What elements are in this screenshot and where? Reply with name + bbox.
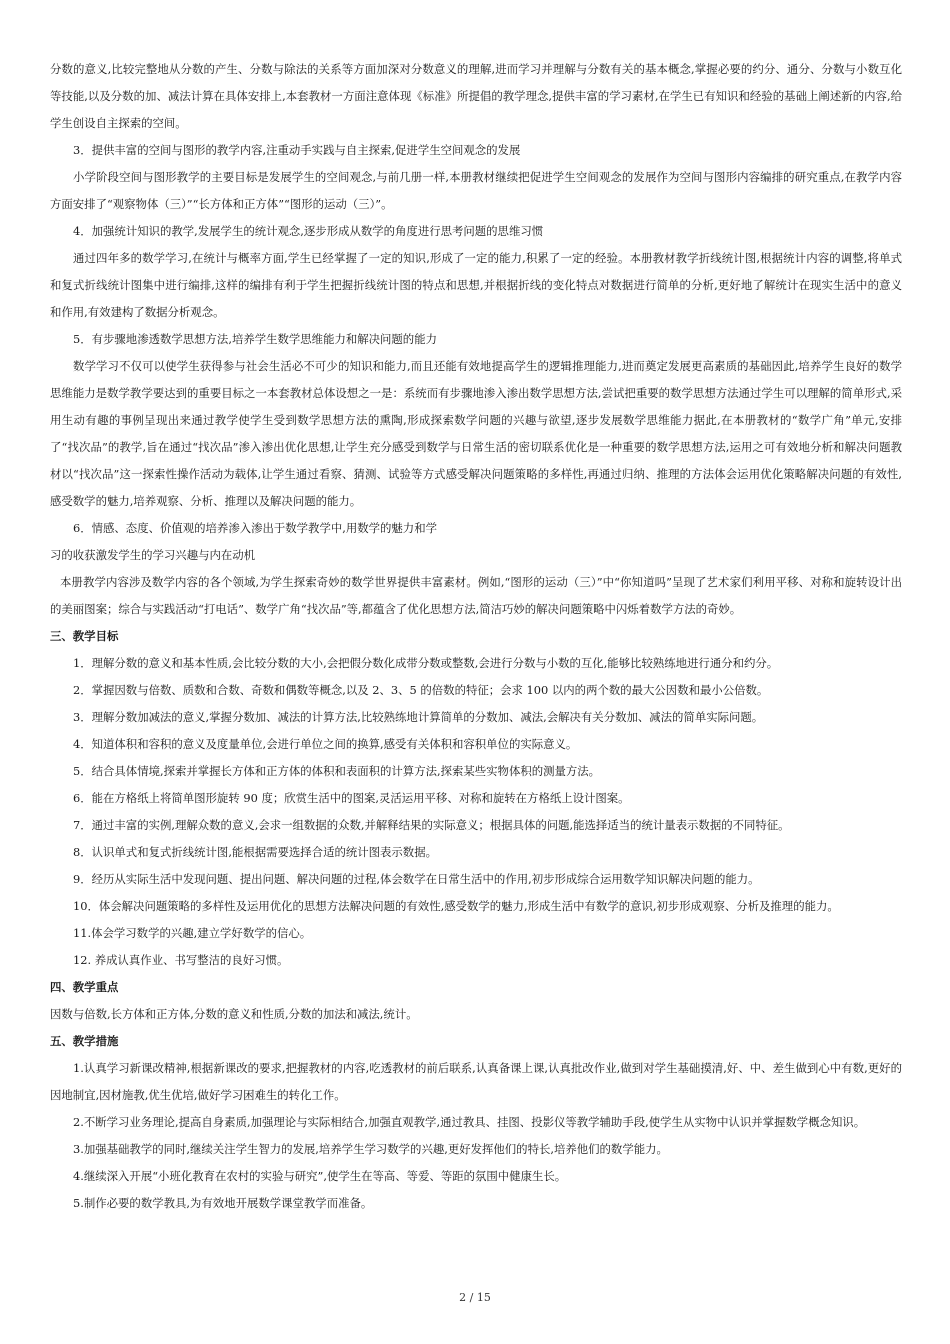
paragraph: 9．经历从实际生活中发现问题、提出问题、解决问题的过程,体会数学在日常生活中的作用,初步形成综合运用数学知识解决问题的能力。 — [73, 872, 760, 886]
paragraph: 5．有步骤地渗透数学思想方法,培养学生数学思维能力和解决问题的能力 — [73, 332, 437, 346]
paragraph: 小学阶段空间与图形教学的主要目标是发展学生的空间观念,与前几册一样,本册教材继续把促进学生空间观念的发展作为空间与图形内容编排的研究重点,在教学内容方面安排了“观察物体（三）”“长方体和正方体”“图形的运动（三）”。 — [50, 170, 902, 211]
paragraph: 6．能在方格纸上将简单图形旋转 90 度；欣赏生活中的图案,灵活运用平移、对称和旋转在方格纸上设计图案。 — [73, 791, 630, 805]
paragraph: 1.认真学习新课改精神,根据新课改的要求,把握教材的内容,吃透教材的前后联系,认真备课上课,认真批改作业,做到对学生基础摸清,好、中、差生做到心中有数,更好的因地制宜,因材施教,优生优培,做好学习困难生的转化工作。 — [50, 1061, 902, 1102]
paragraph: 1．理解分数的意义和基本性质,会比较分数的大小,会把假分数化成带分数或整数,会进行分数与小数的互化,能够比较熟练地进行通分和约分。 — [73, 656, 779, 670]
paragraph: 7．通过丰富的实例,理解众数的意义,会求一组数据的众数,并解释结果的实际意义；根据具体的问题,能选择适当的统计量表示数据的不同特征。 — [73, 818, 790, 832]
paragraph: 3．提供丰富的空间与图形的教学内容,注重动手实践与自主探索,促进学生空间观念的发展 — [73, 143, 521, 157]
paragraph: 5.制作必要的数学教具,为有效地开展数学课堂教学而准备。 — [73, 1196, 373, 1210]
page-number: 2 / 15 — [459, 1291, 491, 1304]
paragraph: 通过四年多的数学学习,在统计与概率方面,学生已经掌握了一定的知识,形成了一定的能力,积累了一定的经验。本册教材教学折线统计图,根据统计内容的调整,将单式和复式折线统计图集中进行编排,这样的编排有利于学生把握折线统计图的特点和思想,并根据折线的变化特点对数据进行简单的分析,更好地了解统计在现实生活中的意义和作用,有效建构了数据分析观念。 — [50, 251, 902, 319]
paragraph: 4.继续深入开展“小班化教育在农村的实验与研究”,使学生在等高、等爱、等距的氛围中健康生长。 — [73, 1169, 567, 1183]
paragraph: 8．认识单式和复式折线统计图,能根据需要选择合适的统计图表示数据。 — [73, 845, 437, 859]
paragraph: 分数的意义,比较完整地从分数的产生、分数与除法的关系等方面加深对分数意义的理解,进而学习并理解与分数有关的基本概念,掌握必要的约分、通分、分数与小数互化等技能,以及分数的加、减法计算在具体安排上,本套教材一方面注意体现《标准》所提倡的教学理念,提供丰富的学习素材,在学生已有知识和经验的基础上阐述新的内容,给学生创设自主探索的空间。 — [50, 62, 902, 130]
section-heading: 五、教学措施 — [50, 1034, 119, 1048]
paragraph: 3.加强基础教学的同时,继续关注学生智力的发展,培养学生学习数学的兴趣,更好发挥他们的特长,培养他们的数学能力。 — [73, 1142, 668, 1156]
section-heading: 四、教学重点 — [50, 980, 119, 994]
paragraph: 数学学习不仅可以使学生获得参与社会生活必不可少的知识和能力,而且还能有效地提高学生的逻辑推理能力,进而奠定发展更高素质的基础因此,培养学生良好的数学思维能力是数学教学要达到的重要目标之一本套教材总体设想之一是：系统而有步骤地渗入渗出数学思想方法,尝试把重要的数学思想方法通过学生可以理解的简单形式,采用生动有趣的事例呈现出来通过教学使学生受到数学思想方法的熏陶,形成探索数学问题的兴趣与欲望,逐步发展数学思维能力据此,在本册教材的“数学广角”单元,安排了“找次品”的教学,旨在通过“找次品”渗入渗出优化思想,让学生充分感受到数学与日常生活的密切联系优化是一种重要的数学思想方法,运用之可有效地分析和解决问题教材以“找次品”这一探索性操作活动为载体,让学生通过看察、猜测、试验等方式感受解决问题策略的多样性,再通过归纳、推理的方法体会运用优化策略解决问题的有效性,感受数学的魅力,培养观察、分析、推理以及解决问题的能力。 — [50, 359, 902, 508]
paragraph: 6．情感、态度、价值观的培养渗入渗出于数学教学中,用数学的魅力和学 — [73, 521, 437, 535]
paragraph: 10．体会解决问题策略的多样性及运用优化的思想方法解决问题的有效性,感受数学的魅力,形成生活中有数学的意识,初步形成观察、分析及推理的能力。 — [73, 899, 839, 913]
paragraph: 5．结合具体情境,探索并掌握长方体和正方体的体积和表面积的计算方法,探索某些实物体积的测量方法。 — [73, 764, 601, 778]
paragraph: 11.体会学习数学的兴趣,建立学好数学的信心。 — [73, 926, 312, 940]
document-body — [50, 56, 902, 1217]
section-heading: 三、教学目标 — [50, 629, 119, 643]
paragraph: 习的收获激发学生的学习兴趣与内在动机 — [50, 548, 256, 562]
paragraph: 4．加强统计知识的教学,发展学生的统计观念,逐步形成从数学的角度进行思考问题的思维习惯 — [73, 224, 544, 238]
paragraph: 2．掌握因数与倍数、质数和合数、奇数和偶数等概念,以及 2、3、5 的倍数的特征；会求 100 以内的两个数的最大公因数和最小公倍数。 — [73, 683, 769, 697]
paragraph: 12. 养成认真作业、书写整洁的良好习惯。 — [73, 953, 289, 967]
paragraph: 2.不断学习业务理论,提高自身素质,加强理论与实际相结合,加强直观教学,通过教具、挂图、投影仪等教学辅助手段,使学生从实物中认识并掌握数学概念知识。 — [73, 1115, 866, 1129]
paragraph: 4．知道体积和容积的意义及度量单位,会进行单位之间的换算,感受有关体积和容积单位的实际意义。 — [73, 737, 578, 751]
paragraph: 因数与倍数,长方体和正方体,分数的意义和性质,分数的加法和减法,统计。 — [50, 1007, 418, 1021]
paragraph: 本册教学内容涉及数学内容的各个领域,为学生探索奇妙的数学世界提供丰富素材。例如,“图形的运动（三）”中“你知道吗”呈现了艺术家们利用平移、对称和旋转设计出的美丽图案；综合与实践活动“打电话”、数学广角“找次品”等,都蕴含了优化思想方法,简洁巧妙的解决问题策略中闪烁着数学方法的奇妙。 — [50, 575, 902, 616]
paragraph: 3．理解分数加减法的意义,掌握分数加、减法的计算方法,比较熟练地计算简单的分数加、减法,会解决有关分数加、减法的简单实际问题。 — [73, 710, 764, 724]
